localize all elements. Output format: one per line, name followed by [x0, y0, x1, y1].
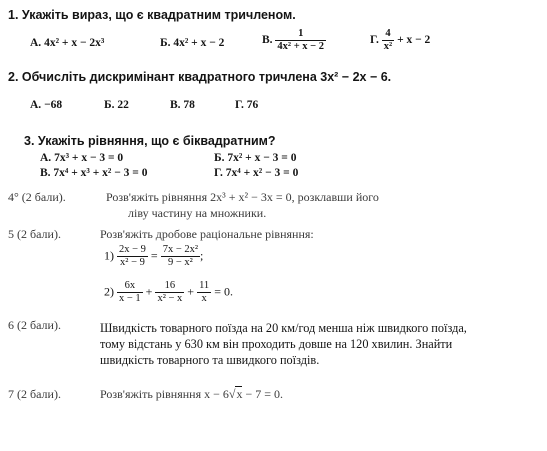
- q5-equation-1: 1) $\frac{2x - 9}{\text{x² − 9}}$ = $\frac{\text{7x − 2x²}}{\text{9 − x²}}$ ;: [104, 244, 204, 268]
- q3-option-c: В. 7x⁴ + x³ + x² − 3 = 0: [40, 167, 148, 179]
- q1-option-a: А. 4x² + x − 2x³: [30, 37, 105, 49]
- question-2-text: Обчисліть дискримінант квадратного тричлена 3x² − 2x − 6.: [21, 70, 392, 84]
- question-1-text: Укажіть вираз, що є квадратним тричленом.: [21, 8, 296, 22]
- question-6-line-1: Швидкість товарного поїзда на 20 км/год менша ніж швидкого поїзда,: [100, 321, 467, 335]
- sqrt-sign-icon: √: [228, 387, 236, 401]
- question-7-equation: Розв'яжіть рівняння x − 6√x − 7 = 0.: [100, 387, 284, 401]
- q3-option-d: Г. 7x⁴ + x² − 3 = 0: [214, 167, 299, 179]
- question-1-number: 1.: [8, 8, 19, 22]
- question-4-line-2: ліву частину на множники.: [128, 206, 267, 220]
- question-5-text: Розв'яжіть дробове раціональне рівняння:: [100, 227, 314, 241]
- question-4-line-1: Розв'яжіть рівняння 2x³ + x² − 3x = 0, розклавши його: [106, 190, 379, 204]
- q3-option-a: А. 7x³ + x − 3 = 0: [40, 152, 124, 164]
- question-2-number: 2.: [8, 70, 19, 84]
- q2-option-d: Г. 76: [235, 99, 259, 111]
- question-4-points: 4° (2 бали).: [8, 190, 66, 204]
- q1-option-b: Б. 4x² + x − 2: [160, 37, 225, 49]
- question-6-line-2: тому відстань у 630 км він проходить довше на 120 хвилин. Знайти: [100, 337, 453, 351]
- q5-equation-2: 2) $\frac{6x}{x - 1}$ + $\frac{16}{\text{x² − x}}$ + $\frac{11}{x}$ = 0.: [104, 280, 233, 304]
- q1-option-c: В. $\frac{1}{\text{4x² + x − 2}}$: [262, 28, 325, 52]
- question-5-points: 5 (2 бали).: [8, 227, 61, 241]
- question-7-points: 7 (2 бали).: [8, 387, 61, 401]
- question-6-points: 6 (2 бали).: [8, 318, 61, 332]
- q2-option-b: Б. 22: [104, 99, 129, 111]
- question-6-line-3: швидкість товарного та швидкого поїздів.: [100, 353, 320, 367]
- question-2-title: [8, 70, 391, 84]
- question-3-title: [24, 134, 276, 148]
- question-3-number: 3.: [24, 134, 35, 148]
- question-1-title: [8, 8, 296, 22]
- q3-option-b: Б. 7x² + x − 3 = 0: [214, 152, 297, 164]
- q1-option-d: Г. $\frac{4}{\text{x²}}$ + x − 2: [370, 28, 431, 52]
- q2-option-a: А. −68: [30, 99, 63, 111]
- q2-option-c: В. 78: [170, 99, 195, 111]
- question-3-text: Укажіть рівняння, що є біквадратним?: [37, 134, 276, 148]
